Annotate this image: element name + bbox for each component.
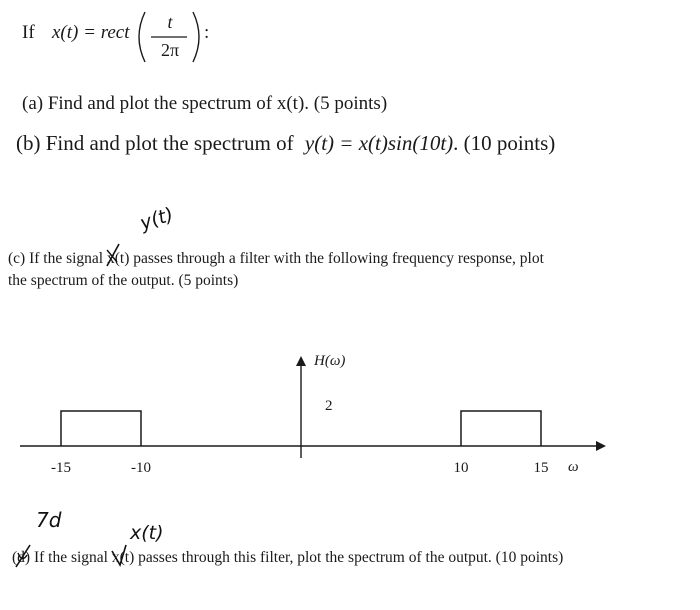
fraction-denominator: 2π <box>160 40 180 60</box>
question-c-before: (c) If the signal <box>8 250 104 267</box>
omega-axis-label: ω <box>568 459 579 475</box>
question-c-after: passes through a filter with the following frequency response, plot <box>133 250 544 267</box>
amplitude-label: 2 <box>325 398 333 414</box>
filter-frequency-response-chart <box>0 340 700 490</box>
tick-layer <box>51 460 549 476</box>
fraction-numerator: t <box>167 12 173 32</box>
question-d-signal <box>112 549 138 566</box>
question-c-signal <box>107 250 133 267</box>
handwritten-yt-annotation: y(t) <box>137 203 177 235</box>
question-b <box>16 131 555 156</box>
question-c-line1 <box>8 250 544 268</box>
omega-axis-arrow <box>596 441 606 451</box>
handwritten-7d-annotation: 7d <box>36 508 62 532</box>
filter-passband-1 <box>61 411 141 446</box>
question-d-label <box>12 549 34 566</box>
x-tick-label: 15 <box>533 460 549 476</box>
question-d <box>12 549 563 567</box>
question-d-label-text: (d) <box>12 549 31 566</box>
question-b-math: y(t) = x(t)sin(10t) <box>304 131 454 155</box>
d-signal-strikethrough <box>110 543 128 569</box>
question-d-after: passes through this filter, plot the spectrum of the output. (10 points) <box>138 549 564 566</box>
x-tick-label: -10 <box>131 460 151 476</box>
strikethrough-mark <box>105 242 121 268</box>
h-axis-arrow <box>296 356 306 366</box>
formula-colon: : <box>204 22 210 43</box>
question-d-signal-text: x(t) <box>111 549 135 566</box>
h-axis-label: H(ω) <box>314 353 346 369</box>
question-b-points: . (10 points) <box>453 131 556 155</box>
formula-lhs: x(t) = rect <box>52 22 130 43</box>
filter-passband-2 <box>461 411 541 446</box>
question-c-signal-text: x(t) <box>107 250 130 267</box>
question-a: (a) Find and plot the spectrum of x(t). (5 points) <box>22 93 388 114</box>
if-word: If <box>22 22 35 43</box>
question-c-line2: the spectrum of the output. (5 points) <box>8 272 239 289</box>
question-b-text: (b) Find and plot the spectrum of <box>16 131 294 155</box>
handwritten-xt-annotation: x(t) <box>130 522 164 544</box>
x-tick-label: -15 <box>51 460 71 476</box>
x-tick-label: 10 <box>453 460 469 476</box>
d-scribble-mark <box>12 543 34 569</box>
question-d-before: If the signal <box>33 549 108 566</box>
